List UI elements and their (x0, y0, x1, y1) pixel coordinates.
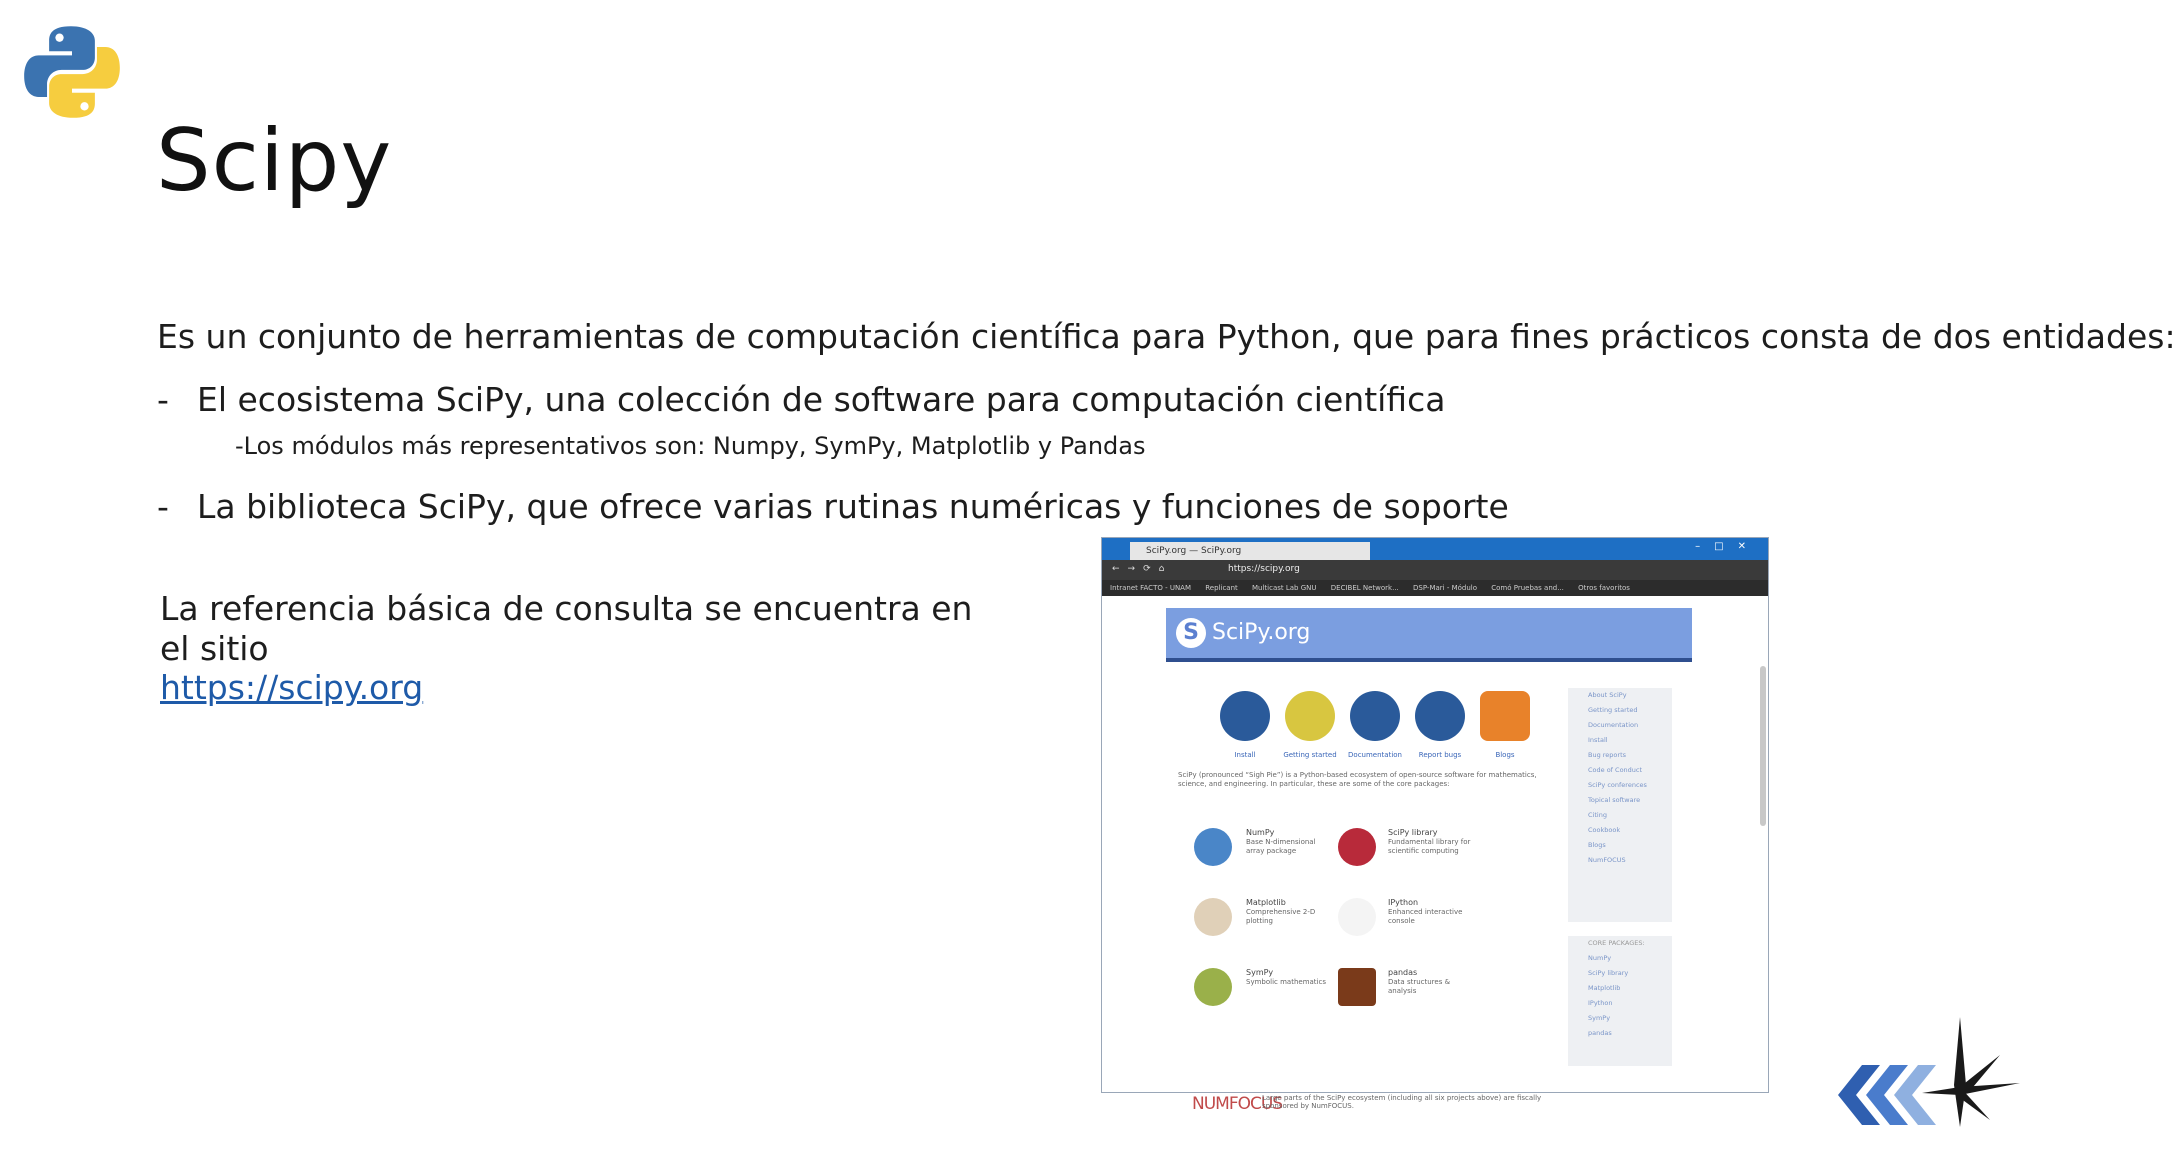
reference-paragraph (160, 589, 980, 708)
numfocus-logo: NUMFOCUS (1192, 1094, 1283, 1114)
bullet-dash: - (157, 487, 169, 526)
institution-logo-icon (1810, 1005, 2030, 1135)
ipython-icon (1338, 898, 1376, 936)
sidebar-link: SciPy library (1588, 969, 1629, 977)
bookmark-item: DECIBEL Network... (1330, 584, 1399, 592)
scipy-library-icon (1338, 828, 1376, 866)
bookmark-item: Multicast Lab GNU (1252, 584, 1317, 592)
getting-started-icon (1285, 691, 1335, 741)
package-sympy (1246, 968, 1336, 987)
sidebar-link: SymPy (1588, 1014, 1611, 1022)
sub-bullet-text: Los módulos más representativos son: Numpy, SymPy, Matplotlib y Pandas (243, 432, 1146, 460)
browser-url: https://scipy.org (1228, 564, 1300, 574)
nav-arrows-icon: ←→⟳⌂ (1112, 564, 1173, 574)
bullet-ecosystem (157, 380, 1445, 420)
sub-bullet-modules (235, 432, 1146, 461)
package-desc: Symbolic mathematics (1246, 978, 1326, 987)
sidebar-link: Getting started (1588, 706, 1638, 714)
browser-tab-bar (1102, 538, 1768, 560)
package-pandas (1388, 968, 1478, 997)
package-desc: Comprehensive 2-D plotting (1246, 908, 1316, 926)
package-name: Matplotlib (1246, 898, 1286, 907)
package-name: IPython (1388, 898, 1419, 907)
package-name: SciPy library (1388, 828, 1438, 837)
reference-text: La referencia básica de consulta se encuentra en el sitio (160, 589, 973, 668)
scipy-logo-icon (1176, 618, 1206, 648)
bullet-text: La biblioteca SciPy, que ofrece varias rutinas numéricas y funciones de soporte (197, 487, 1509, 526)
bookmark-item: DSP-Mari - Módulo (1413, 584, 1477, 592)
bookmark-item: Replicant (1205, 584, 1238, 592)
package-numpy (1246, 828, 1336, 857)
sidebar-link: About SciPy (1588, 691, 1627, 699)
sub-bullet-dash: - (235, 432, 244, 460)
sidebar-link: SciPy conferences (1588, 781, 1647, 789)
package-desc: Data structures & analysis (1388, 978, 1451, 996)
documentation-icon (1350, 691, 1400, 741)
icon-label: Install (1234, 751, 1256, 759)
sidebar-link: Documentation (1588, 721, 1639, 729)
package-name: NumPy (1246, 828, 1275, 837)
sidebar-link: NumFOCUS (1588, 856, 1626, 864)
sidebar-link: Citing (1588, 811, 1607, 819)
sympy-icon (1194, 968, 1232, 1006)
matplotlib-icon (1194, 898, 1232, 936)
bullet-dash: - (157, 380, 169, 419)
package-desc: Base N-dimensional array package (1246, 838, 1316, 856)
package-scipy-library (1388, 828, 1478, 857)
sidebar-link: NumPy (1588, 954, 1612, 962)
install-icon (1220, 691, 1270, 741)
sidebar-link: Topical software (1588, 796, 1641, 804)
sidebar-link: Matplotlib (1588, 984, 1621, 992)
icon-label: Getting started (1283, 751, 1337, 759)
bookmark-item: Intranet FACTO - UNAM (1110, 584, 1192, 592)
package-name: pandas (1388, 968, 1418, 977)
bullet-text: El ecosistema SciPy, una colección de software para computación científica (197, 380, 1446, 419)
sidebar-link: IPython (1588, 999, 1613, 1007)
web-page-content (1102, 596, 1768, 1114)
numfocus-text: Large parts of the SciPy ecosystem (including all six projects above) are fiscally sponsored by NumFOCUS. (1262, 1094, 1542, 1110)
icon-label: Documentation (1348, 751, 1402, 759)
icon-label: Report bugs (1418, 751, 1462, 759)
scipy-sidebar-core (1568, 936, 1672, 1066)
page-title: Scipy (156, 111, 393, 211)
python-logo-icon (20, 20, 124, 124)
bookmark-item: Otros favoritos (1578, 584, 1630, 592)
bookmarks-bar (1102, 580, 1768, 596)
package-desc: Fundamental library for scientific computing (1388, 838, 1471, 856)
intro-paragraph: Es un conjunto de herramientas de computación científica para Python, que para fines prácticos consta de dos entidades: (157, 317, 2176, 356)
sidebar-heading: CORE PACKAGES: (1588, 939, 1645, 947)
browser-tab: SciPy.org — SciPy.org (1130, 542, 1370, 560)
scipy-banner (1166, 608, 1692, 662)
bullet-library (157, 487, 1509, 527)
numpy-icon (1194, 828, 1232, 866)
scipy-sidebar (1568, 688, 1672, 922)
banner-title: SciPy.org (1212, 620, 1311, 645)
sidebar-link: Code of Conduct (1588, 766, 1643, 774)
icon-label: Blogs (1495, 751, 1515, 759)
scipy-link[interactable]: https://scipy.org (160, 668, 424, 708)
sidebar-link: Install (1588, 736, 1608, 744)
package-name: SymPy (1246, 968, 1274, 977)
rss-blogs-icon (1480, 691, 1530, 741)
pandas-icon (1338, 968, 1376, 1006)
sidebar-link: Bug reports (1588, 751, 1627, 759)
scipy-description: SciPy (pronounced “Sigh Pie”) is a Python-based ecosystem of open-source software for mathematics, science, and engineering. In particular, these are some of the core packages: (1178, 771, 1537, 789)
package-matplotlib (1246, 898, 1336, 927)
sidebar-link: pandas (1588, 1029, 1612, 1037)
sidebar-link: Cookbook (1588, 826, 1621, 834)
report-bugs-icon (1415, 691, 1465, 741)
bookmark-item: Comó Pruebas and... (1491, 584, 1564, 592)
scipy-website-screenshot (1101, 537, 1769, 1114)
scrollbar (1760, 666, 1766, 826)
package-ipython (1388, 898, 1478, 927)
browser-url-bar (1102, 560, 1768, 580)
package-desc: Enhanced interactive console (1388, 908, 1463, 926)
window-controls-icon: –□✕ (1695, 541, 1760, 552)
sidebar-link: Blogs (1588, 841, 1606, 849)
